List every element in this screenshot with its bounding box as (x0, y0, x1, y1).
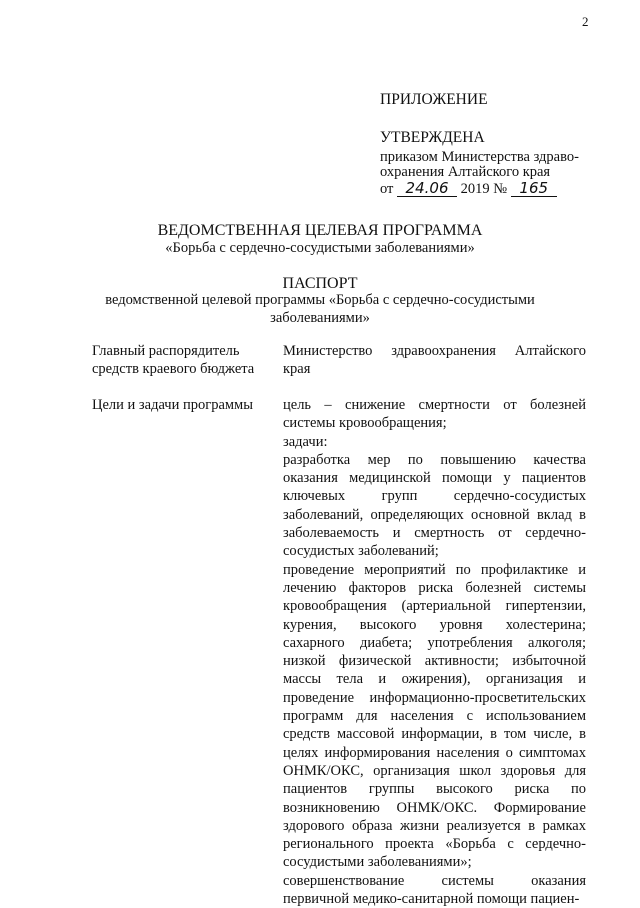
handwritten-date: 24.06 (397, 180, 457, 197)
passport-title: ПАСПОРТ (282, 275, 358, 292)
goal-paragraph: цель – снижение смертности от болезней системы кровообращения; (283, 397, 586, 432)
program-name: «Борьба с сердечно-сосудистыми заболеваниями» (165, 240, 475, 256)
row-label-chief-administrator (92, 342, 254, 378)
row-label-goals (92, 396, 253, 414)
approved-heading: УТВЕРЖДЕНА (380, 129, 485, 146)
page-number: 2 (582, 14, 589, 29)
passport-subtitle-line-1: ведомственной целевой программы «Борьба с сердечно-сосудистыми (105, 292, 535, 308)
from-prefix: от (380, 181, 394, 197)
label-line: Цели и задачи программы (92, 397, 253, 413)
task-paragraph: разработка мер по повышению качества оказания медицинской помощи у пациентов ключевых групп сердечно-сосудистых заболеваний, определяющих основной вклад в заболеваемость и смертность от сердечно-сосудистых заболеваний; (283, 451, 586, 560)
tasks-heading: задачи: (283, 433, 328, 450)
handwritten-number: 165 (511, 180, 557, 197)
order-date-line (380, 180, 557, 198)
row-value-goals (283, 396, 586, 908)
order-year: 2019 № (460, 181, 508, 197)
task-paragraph: проведение мероприятий по профилактике и лечению факторов риска болезней системы кровообращения (артериальной гипертензии, курения, высокого уровня холестерина; сахарного диабета; употребления алкоголя; низкой физической активности; избыточной массы тела и ожирения), организация и проведение информационно-просветительских программ для населения с использованием средств массовой информации, в том числе, в целях информирования населения о симптомах ОНМК/ОКС, организация школ здоровья для пациентов группы высокого риска по возникновению ОНМК/ОКС. Формирование здорового образа жизни реализуется в рамках регионального проекта «Борьба с сердечно-сосудистыми заболеваниями»; (283, 561, 586, 871)
order-line-2: охранения Алтайского края (380, 164, 551, 180)
appendix-heading: ПРИЛОЖЕНИЕ (380, 91, 488, 108)
task-paragraph: совершенствование системы оказания первичной медико-санитарной помощи пациен- (283, 872, 586, 908)
label-line: средств краевого бюджета (92, 361, 255, 377)
row-value-chief-administrator: Министерство здравоохранения Алтайского края (283, 343, 586, 378)
order-line-1: приказом Министерства здраво- (380, 149, 579, 165)
program-title: ВЕДОМСТВЕННАЯ ЦЕЛЕВАЯ ПРОГРАММА (157, 222, 483, 239)
label-line: Главный распорядитель (92, 343, 240, 359)
passport-subtitle-line-2: заболеваниями» (270, 310, 370, 326)
